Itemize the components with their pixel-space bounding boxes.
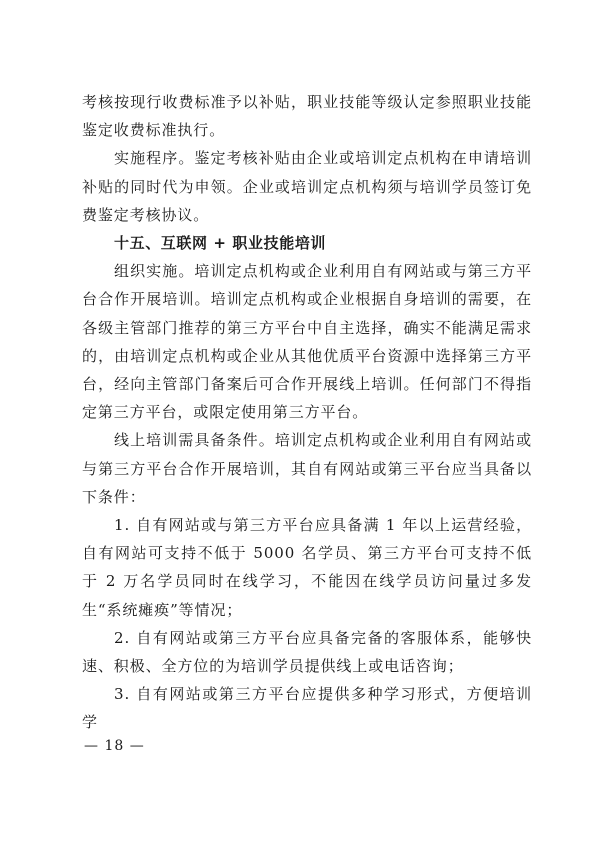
document-body: [82, 88, 532, 737]
paragraph-implementation-procedure: [82, 144, 532, 229]
paragraph-text: 培训定点机构或企业利用自有网站或与第三方平台合作开展培训。培训定点机构或企业根据自身培训的需要，在各级主管部门推荐的第三方平台中自主选择，确实不能满足需求的，由培训定点机构或企业从其他优质平台资源中选择第三方平台，经向主管部门备案后可合作开展线上培训。任何部门不得指定第三方平台，或限定使用第三方平台。: [82, 262, 532, 422]
paragraph-lead: 组织实施。: [114, 262, 195, 281]
paragraph-text: 3. 自有网站或第三方平台应提供多种学习形式，方便培训学: [82, 685, 532, 732]
paragraph-text: 2. 自有网站或第三方平台应具备完备的客服体系，能够快速、积极、全方位的为培训学员提供线上或电话咨询；: [82, 628, 532, 676]
paragraph-text: 考核按现行收费标准予以补贴，职业技能等级认定参照职业技能鉴定收费标准执行。: [82, 93, 532, 140]
list-item-2: [82, 624, 532, 680]
paragraph-lead: 实施程序。: [114, 149, 195, 168]
page-number: — 18 —: [84, 738, 145, 754]
paragraph-lead: 线上培训需具备条件。: [114, 431, 275, 450]
paragraph-continuation: [82, 88, 532, 144]
list-item-1: [82, 511, 532, 624]
section-heading: 十五、互联网 + 职业技能培训: [114, 234, 327, 253]
paragraph-online-conditions: [82, 426, 532, 511]
list-item-3: [82, 680, 532, 736]
paragraph-text: 1. 自有网站或与第三方平台应具备满 1 年以上运营经验，自有网站可支持不低于 5000 名学员、第三方平台可支持不低于 2 万名学员同时在线学习，不能因在线学员访问量过多发生“系统瘫痪”等情况；: [82, 516, 532, 619]
paragraph-organization: [82, 257, 532, 426]
paragraph-text: 鉴定考核补贴由企业或培训定点机构在申请培训补贴的同时代为申领。企业或培训定点机构须与培训学员签订免费鉴定考核协议。: [82, 149, 532, 224]
paragraph-text: 培训定点机构或企业利用自有网站或与第三方平台合作开展培训，其自有网站或第三平台应当具备以下条件：: [82, 431, 532, 506]
